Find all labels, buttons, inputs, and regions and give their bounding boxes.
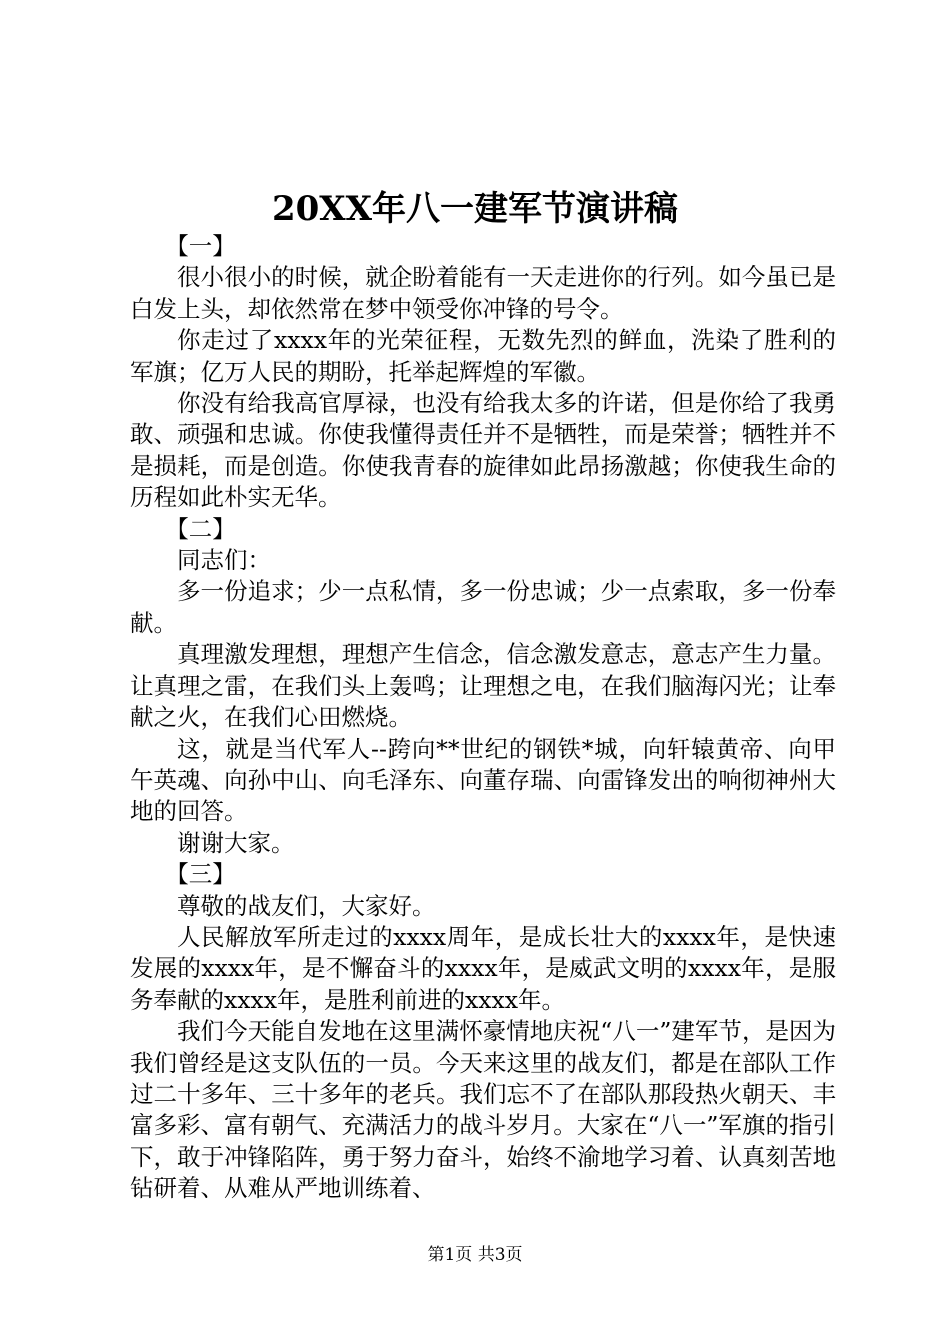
paragraph: 这，就是当代军人--跨向**世纪的钢铁*城，向轩辕黄帝、向甲午英魂、向孙中山、向毛泽东、向董存瑞、向雷锋发出的响彻神州大地的回答。: [130, 734, 836, 826]
paragraph: 尊敬的战友们，大家好。: [177, 891, 436, 920]
paragraph: 很小很小的时候，就企盼着能有一天走进你的行列。如今虽已是白发上头，却依然常在梦中领受你冲锋的号令。: [130, 263, 836, 323]
section-heading-3: 【三】: [165, 860, 236, 889]
section-heading-1: 【一】: [165, 232, 236, 260]
paragraph: 人民解放军所走过的xxxx周年，是成长壮大的xxxx年，是快速发展的xxxx年，是不懈奋斗的xxxx年，是威武文明的xxxx年，是服务奉献的xxxx年，是胜利前进的xxxx年。: [130, 922, 836, 1014]
paragraph: 谢谢大家。: [177, 828, 295, 857]
paragraph: 真理激发理想，理想产生信念，信念激发意志，意志产生力量。让真理之雷，在我们头上轰鸣；让理想之电，在我们脑海闪光；让奉献之火，在我们心田燃烧。: [130, 640, 836, 732]
page-footer: 第1页 共3页: [427, 1245, 523, 1265]
paragraph: 你走过了xxxx年的光荣征程，无数先烈的鲜血，洗染了胜利的军旗；亿万人民的期盼，托举起辉煌的军徽。: [130, 326, 836, 386]
paragraph: 多一份追求；少一点私情，多一份忠诚；少一点索取，多一份奉献。: [130, 577, 836, 637]
document-body: [130, 231, 836, 1205]
paragraph: 我们今天能自发地在这里满怀豪情地庆祝“八一”建军节，是因为我们曾经是这支队伍的一员。今天来这里的战友们，都是在部队工作过二十多年、三十多年的老兵。我们忘不了在部队那段热火朝天、丰富多彩、富有朝气、充满活力的战斗岁月。大家在“八一”军旗的指引下，敢于冲锋陷阵，勇于努力奋斗，始终不渝地学习着、认真刻苦地钻研着、从难从严地训练着、: [130, 1017, 836, 1203]
paragraph: 你没有给我高官厚禄，也没有给我太多的许诺，但是你给了我勇敢、顽强和忠诚。你使我懂得责任并不是牺牲，而是荣誉；牺牲并不是损耗，而是创造。你使我青春的旋律如此昂扬激越；你使我生命的历程如此朴实无华。: [130, 389, 836, 512]
document-title: 20XX年八一建军节演讲稿: [271, 189, 679, 229]
section-heading-2: 【二】: [165, 514, 236, 543]
paragraph: 同志们：: [177, 546, 271, 575]
